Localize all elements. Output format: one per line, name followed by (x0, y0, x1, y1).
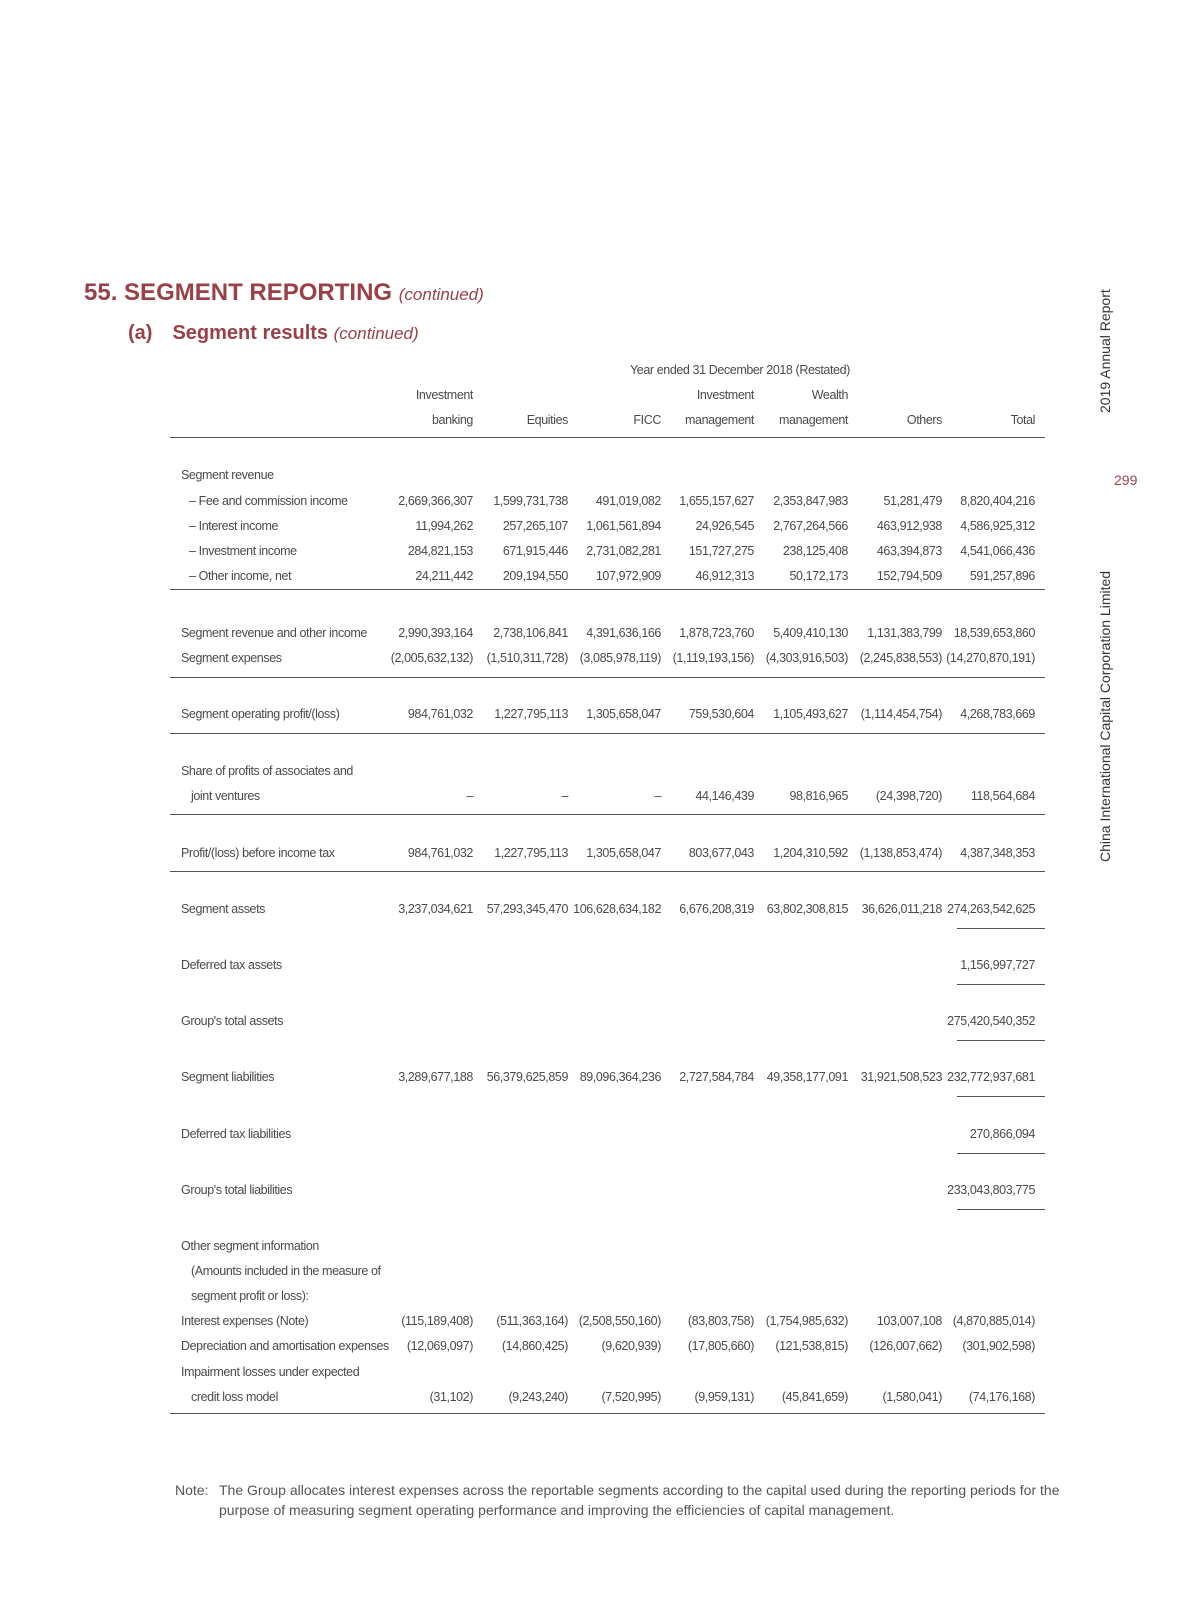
cell-value: (2,245,838,553) (859, 651, 942, 665)
rule-line (957, 984, 1045, 985)
cell-value: 233,043,803,775 (947, 1183, 1035, 1197)
cell-value: 1,227,795,113 (494, 707, 568, 721)
rule-line (957, 1096, 1045, 1097)
cell-value: 1,156,997,727 (960, 958, 1035, 972)
cell-value: 759,530,604 (688, 707, 754, 721)
cell-value: 57,293,345,470 (486, 902, 568, 916)
cell-value: – (466, 789, 473, 803)
cell-value: 232,772,937,681 (947, 1070, 1035, 1084)
cell-value: 5,409,410,130 (773, 626, 848, 640)
row-label-investment: – Investment income (189, 544, 297, 558)
section-heading: SEGMENT REPORTING (124, 279, 393, 306)
cell-value: 2,353,847,983 (773, 494, 848, 508)
column-header: Total (1010, 413, 1035, 427)
header-rule (170, 437, 1045, 438)
cell-value: 463,394,873 (876, 544, 942, 558)
cell-value: (4,303,916,503) (765, 651, 848, 665)
cell-value: (2,508,550,160) (578, 1314, 661, 1328)
cell-value: 18,539,653,860 (953, 626, 1035, 640)
row-label-share-2: joint ventures (191, 789, 260, 803)
subsection-label: (a) (128, 322, 153, 344)
cell-value: (1,510,311,728) (486, 651, 568, 665)
cell-value: 44,146,439 (695, 789, 754, 803)
row-label-other: – Other income, net (189, 569, 292, 583)
row-label-dep: Depreciation and amortisation expenses (181, 1339, 389, 1353)
cell-value: 984,761,032 (407, 846, 473, 860)
cell-value: 24,926,545 (695, 519, 754, 533)
rule-line (170, 1413, 1045, 1414)
cell-value: (45,841,659) (781, 1390, 848, 1404)
cell-value: 3,237,034,621 (398, 902, 473, 916)
row-label-share: Share of profits of associates and (181, 764, 353, 778)
cell-value: (1,114,454,754) (860, 707, 942, 721)
rule-line (170, 871, 1045, 872)
cell-value: 463,912,938 (876, 519, 942, 533)
row-label-impair-2: credit loss model (191, 1390, 278, 1404)
column-header: Others (906, 413, 942, 427)
cell-value: 1,655,157,627 (679, 494, 754, 508)
rule-line (957, 928, 1045, 929)
cell-value: 270,866,094 (969, 1127, 1035, 1141)
cell-value: 2,727,584,784 (679, 1070, 754, 1084)
row-label-pbt: Profit/(loss) before income tax (181, 846, 335, 860)
cell-value: (4,870,885,014) (952, 1314, 1035, 1328)
section-continued: (continued) (398, 285, 484, 304)
cell-value: 8,820,404,216 (960, 494, 1035, 508)
row-label-dtl: Deferred tax liabilities (181, 1127, 291, 1141)
cell-value: 1,227,795,113 (494, 846, 568, 860)
cell-value: 2,731,082,281 (586, 544, 661, 558)
cell-value: (9,243,240) (508, 1390, 568, 1404)
row-label-expenses: Segment expenses (181, 651, 282, 665)
cell-value: 46,912,313 (695, 569, 754, 583)
row-label-int-exp: Interest expenses (Note) (181, 1314, 309, 1328)
cell-value: 4,391,636,166 (586, 626, 661, 640)
row-label-dta: Deferred tax assets (181, 958, 282, 972)
cell-value: (12,069,097) (406, 1339, 473, 1353)
cell-value: (83,803,758) (687, 1314, 754, 1328)
row-label-liabilities: Segment liabilities (181, 1070, 275, 1084)
cell-value: (24,398,720) (875, 789, 942, 803)
cell-value: 103,007,108 (876, 1314, 942, 1328)
cell-value: (7,520,995) (601, 1390, 661, 1404)
row-label-total-liabilities: Group's total liabilities (181, 1183, 293, 1197)
cell-value: (121,538,815) (775, 1339, 848, 1353)
rule-line (170, 814, 1045, 815)
cell-value: 50,172,173 (789, 569, 848, 583)
note-label: Note: (175, 1482, 209, 1498)
cell-value: 1,204,310,592 (773, 846, 848, 860)
cell-value: 56,379,625,859 (486, 1070, 568, 1084)
row-label-other-info-3: segment profit or loss): (191, 1289, 309, 1303)
column-header: management (685, 413, 754, 427)
rule-line (957, 1040, 1045, 1041)
cell-value: 36,626,011,218 (861, 902, 942, 916)
cell-value: (3,085,978,119) (579, 651, 661, 665)
cell-value: 274,263,542,625 (947, 902, 1035, 916)
cell-value: 238,125,408 (782, 544, 848, 558)
cell-value: 803,677,043 (688, 846, 754, 860)
cell-value: 2,669,366,307 (398, 494, 473, 508)
cell-value: 106,628,634,182 (573, 902, 661, 916)
cell-value: 118,564,684 (970, 789, 1035, 803)
cell-value: 6,676,208,319 (679, 902, 754, 916)
cell-value: 2,767,264,566 (773, 519, 848, 533)
cell-value: (1,138,853,474) (859, 846, 942, 860)
row-label-fee: – Fee and commission income (189, 494, 348, 508)
cell-value: 151,727,275 (688, 544, 754, 558)
cell-value: – (561, 789, 568, 803)
cell-value: (1,754,985,632) (765, 1314, 848, 1328)
cell-value: 107,972,909 (595, 569, 661, 583)
section-number: 55. (84, 279, 118, 306)
cell-value: 984,761,032 (407, 707, 473, 721)
cell-value: – (654, 789, 661, 803)
cell-value: 2,738,106,841 (493, 626, 568, 640)
cell-value: 4,268,783,669 (960, 707, 1035, 721)
cell-value: (31,102) (429, 1390, 473, 1404)
cell-value: (14,270,870,191) (946, 651, 1035, 665)
cell-value: 209,194,550 (502, 569, 568, 583)
row-label-other-info-2: (Amounts included in the measure of (191, 1264, 381, 1278)
cell-value: 671,915,446 (502, 544, 568, 558)
rule-line (170, 677, 1045, 678)
subsection-heading: Segment results (172, 322, 329, 344)
subsection-title (128, 322, 419, 345)
cell-value: 1,131,383,799 (867, 626, 942, 640)
cell-value: 275,420,540,352 (947, 1014, 1035, 1028)
cell-value: 1,305,658,047 (586, 846, 661, 860)
cell-value: 98,816,965 (789, 789, 848, 803)
cell-value: (1,580,041) (882, 1390, 942, 1404)
row-label-segment-revenue: Segment revenue (181, 468, 274, 482)
column-header: FICC (633, 413, 661, 427)
subsection-continued: (continued) (333, 324, 419, 343)
cell-value: 2,990,393,164 (398, 626, 473, 640)
cell-value: 1,878,723,760 (679, 626, 754, 640)
cell-value: 63,802,308,815 (766, 902, 848, 916)
cell-value: 3,289,677,188 (398, 1070, 473, 1084)
row-label-other-info: Other segment information (181, 1239, 319, 1253)
row-label-total-assets: Group's total assets (181, 1014, 284, 1028)
cell-value: (9,959,131) (694, 1390, 754, 1404)
cell-value: (9,620,939) (601, 1339, 661, 1353)
column-header-line1: Investment (415, 388, 473, 402)
cell-value: (14,860,425) (501, 1339, 568, 1353)
rule-line (957, 1153, 1045, 1154)
cell-value: 31,921,508,523 (860, 1070, 942, 1084)
column-header-line1: Investment (696, 388, 754, 402)
period-header: Year ended 31 December 2018 (Restated) (630, 363, 850, 377)
cell-value: 257,265,107 (502, 519, 568, 533)
row-label-rev_other: Segment revenue and other income (181, 626, 367, 640)
cell-value: 24,211,442 (415, 569, 473, 583)
cell-value: 152,794,509 (876, 569, 942, 583)
cell-value: 49,358,177,091 (766, 1070, 848, 1084)
column-header: management (779, 413, 848, 427)
cell-value: (17,805,660) (687, 1339, 754, 1353)
cell-value: 4,586,925,312 (960, 519, 1035, 533)
cell-value: 591,257,896 (969, 569, 1035, 583)
cell-value: 11,994,262 (415, 519, 473, 533)
section-title (84, 279, 484, 307)
cell-value: (115,189,408) (401, 1314, 473, 1328)
cell-value: 491,019,082 (595, 494, 661, 508)
cell-value: (2,005,632,132) (390, 651, 473, 665)
note-text: The Group allocates interest expenses across the reportable segments according to the capital used during the reporting periods for the purpose of measuring segment operating performance and improving the efficiencies of capital management. (219, 1482, 1060, 1518)
cell-value: (301,902,598) (962, 1339, 1035, 1353)
row-label-assets: Segment assets (181, 902, 266, 916)
cell-value: 1,305,658,047 (586, 707, 661, 721)
row-label-op-profit: Segment operating profit/(loss) (181, 707, 340, 721)
cell-value: (1,119,193,156) (672, 651, 754, 665)
rule-line (170, 589, 1045, 590)
cell-value: 284,821,153 (407, 544, 473, 558)
cell-value: (511,363,164) (496, 1314, 568, 1328)
column-header: Equities (526, 413, 568, 427)
rule-line (170, 733, 1045, 734)
sidebar-company-name: China International Capital Corporation Limited (1097, 570, 1113, 862)
row-label-impair: Impairment losses under expected (181, 1365, 360, 1379)
cell-value: 1,599,731,738 (493, 494, 568, 508)
row-label-interest: – Interest income (189, 519, 279, 533)
cell-value: 1,061,561,894 (586, 519, 661, 533)
column-header-line1: Wealth (811, 388, 848, 402)
cell-value: 89,096,364,236 (579, 1070, 661, 1084)
cell-value: 51,281,479 (883, 494, 942, 508)
cell-value: 1,105,493,627 (773, 707, 848, 721)
rule-line (957, 1209, 1045, 1210)
cell-value: 4,541,066,436 (960, 544, 1035, 558)
sidebar-report-title: 2019 Annual Report (1097, 289, 1113, 413)
cell-value: 4,387,348,353 (960, 846, 1035, 860)
column-header: banking (432, 413, 473, 427)
cell-value: (74,176,168) (968, 1390, 1035, 1404)
cell-value: (126,007,662) (869, 1339, 942, 1353)
page-number: 299 (1114, 472, 1138, 488)
